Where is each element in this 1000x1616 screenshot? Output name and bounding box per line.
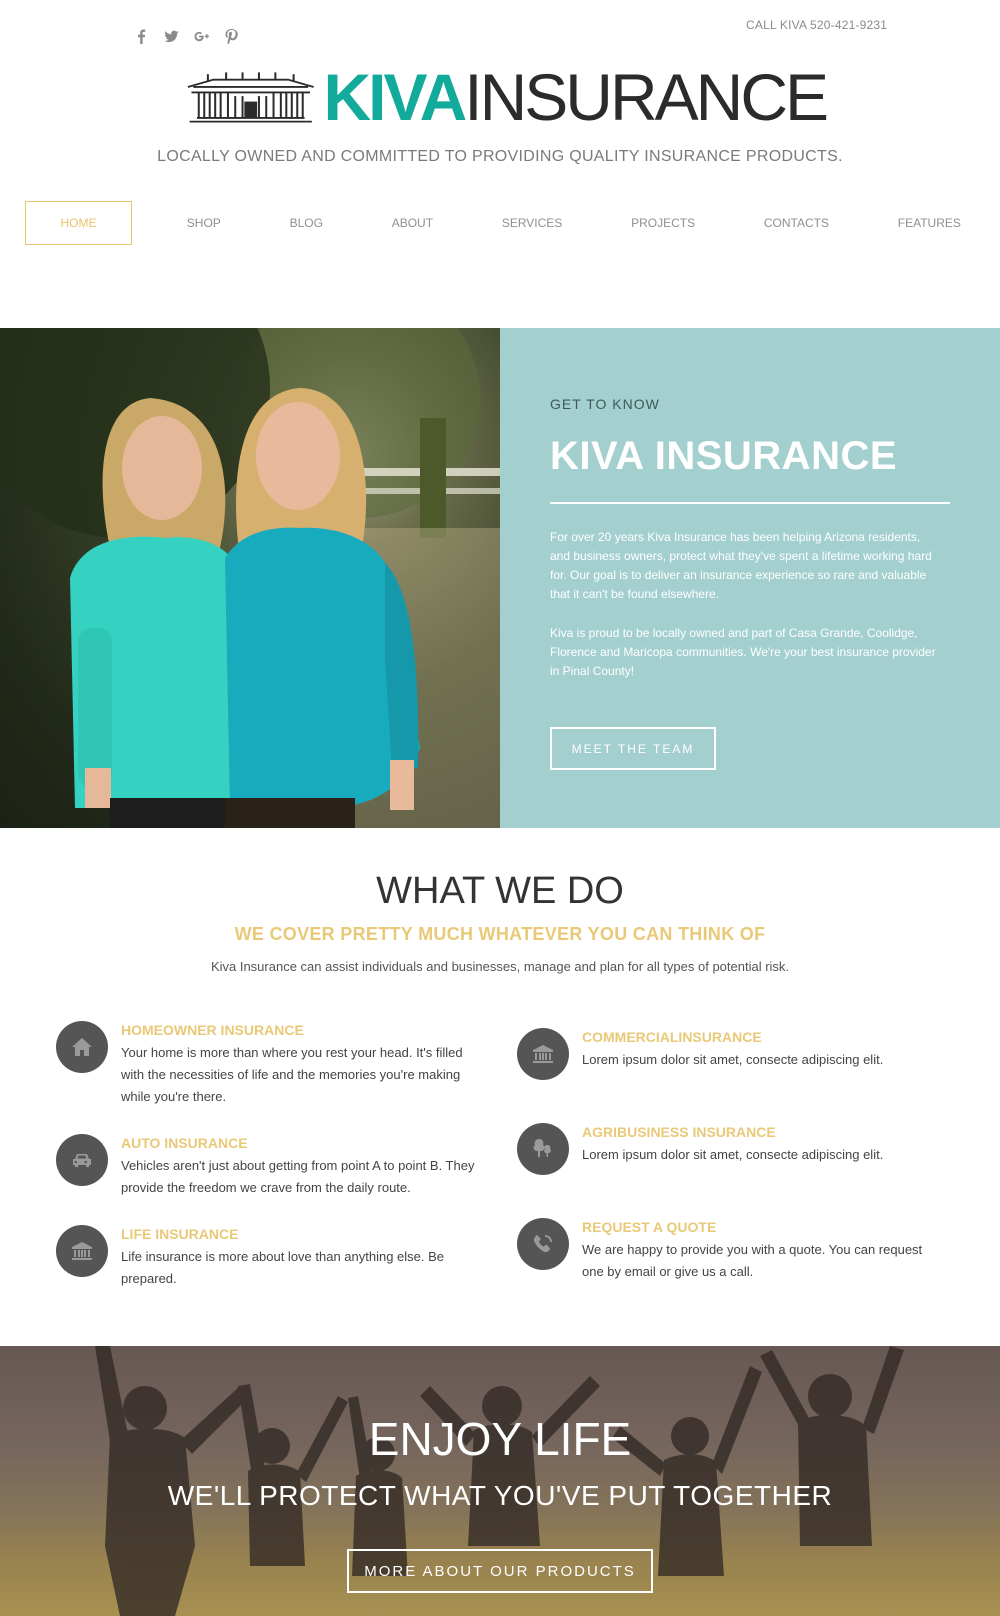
service-text: Lorem ipsum dolor sit amet, consecte adipiscing elit. bbox=[582, 1147, 884, 1162]
nav-item-home[interactable]: HOME bbox=[25, 201, 132, 245]
columns-icon bbox=[56, 1225, 108, 1277]
site-tagline: LOCALLY OWNED AND COMMITTED TO PROVIDING QUALITY INSURANCE PRODUCTS. bbox=[157, 148, 843, 165]
service-title: REQUEST A QUOTE bbox=[582, 1219, 717, 1235]
nav-item-services[interactable]: SERVICES bbox=[501, 216, 563, 230]
twitter-icon[interactable] bbox=[163, 28, 179, 44]
service-text: We are happy to provide you with a quote. You can request one by email or give us a call. bbox=[582, 1242, 923, 1279]
service-title: HOMEOWNER INSURANCE bbox=[121, 1022, 304, 1038]
call-phone-number[interactable]: CALL KIVA 520-421-9231 bbox=[746, 18, 888, 32]
service-title: AUTO INSURANCE bbox=[121, 1135, 248, 1151]
about-panel bbox=[500, 328, 1000, 828]
team-photo-illustration bbox=[0, 328, 500, 828]
facebook-icon[interactable] bbox=[133, 28, 149, 44]
nav-item-about[interactable]: ABOUT bbox=[391, 216, 434, 230]
about-paragraph-1: For over 20 years Kiva Insurance has been helping Arizona residents, and business owners, protect what they've spent a lifetime working hard for. Our goal is to deliver an insurance experience so rare and valuable that it can't be found elsewhere. bbox=[550, 530, 932, 601]
google-plus-icon[interactable] bbox=[193, 28, 209, 44]
nav-item-contacts[interactable]: CONTACTS bbox=[763, 216, 829, 230]
logo-text-insurance: INSURANCE bbox=[464, 60, 826, 134]
house-icon bbox=[56, 1021, 108, 1073]
service-title: COMMERCIALINSURANCE bbox=[582, 1029, 762, 1045]
service-text: Vehicles aren't just about getting from point A to point B. They provide the freedom we crave from the daily route. bbox=[121, 1158, 475, 1195]
about-section bbox=[0, 328, 1000, 828]
what-we-do-lead: Kiva Insurance can assist individuals and businesses, manage and plan for all types of potential risk. bbox=[210, 959, 790, 974]
car-icon bbox=[56, 1134, 108, 1186]
what-we-do-title: WHAT WE DO bbox=[376, 870, 624, 912]
about-title: KIVA INSURANCE bbox=[550, 434, 898, 478]
phone-icon bbox=[517, 1218, 569, 1270]
site-logo[interactable] bbox=[186, 60, 826, 134]
kiva-building-logo-icon bbox=[186, 68, 315, 126]
trees-icon bbox=[517, 1123, 569, 1175]
enjoy-life-title: ENJOY LIFE bbox=[368, 1413, 632, 1465]
social-links bbox=[133, 28, 239, 44]
about-divider bbox=[550, 502, 950, 504]
service-text: Lorem ipsum dolor sit amet, consecte adipiscing elit. bbox=[582, 1052, 884, 1067]
enjoy-life-subtitle: WE'LL PROTECT WHAT YOU'VE PUT TOGETHER bbox=[167, 1480, 833, 1511]
nav-item-features[interactable]: FEATURES bbox=[897, 216, 961, 230]
service-title: LIFE INSURANCE bbox=[121, 1226, 239, 1242]
building-columns-icon bbox=[517, 1028, 569, 1080]
nav-item-blog[interactable]: BLOG bbox=[289, 216, 323, 230]
service-text: Life insurance is more about love than anything else. Be prepared. bbox=[121, 1249, 445, 1286]
service-text: Your home is more than where you rest your head. It's filled with the necessities of life and the memories you're making while you're there. bbox=[121, 1045, 463, 1104]
what-we-do-subtitle: WE COVER PRETTY MUCH WHATEVER YOU CAN THINK OF bbox=[234, 924, 766, 944]
service-title: AGRIBUSINESS INSURANCE bbox=[582, 1124, 776, 1140]
site-header bbox=[0, 0, 1000, 328]
nav-item-shop[interactable]: SHOP bbox=[186, 216, 221, 230]
logo-text-kiva: KIVA bbox=[323, 60, 465, 134]
enjoy-life-banner bbox=[0, 1346, 1000, 1616]
about-paragraph-2: Kiva is proud to be locally owned and part of Casa Grande, Coolidge, Florence and Maricopa communities. We're your best insurance provider in Pinal County! bbox=[550, 626, 936, 678]
what-we-do-section bbox=[0, 828, 1000, 1346]
about-kicker: GET TO KNOW bbox=[550, 396, 660, 412]
nav-item-projects[interactable]: PROJECTS bbox=[631, 216, 696, 230]
team-photo bbox=[0, 328, 500, 828]
pinterest-icon[interactable] bbox=[223, 28, 239, 44]
main-navigation bbox=[25, 201, 975, 245]
meet-the-team-button[interactable]: MEET THE TEAM bbox=[550, 727, 716, 770]
more-about-products-button[interactable]: MORE ABOUT OUR PRODUCTS bbox=[347, 1549, 653, 1593]
